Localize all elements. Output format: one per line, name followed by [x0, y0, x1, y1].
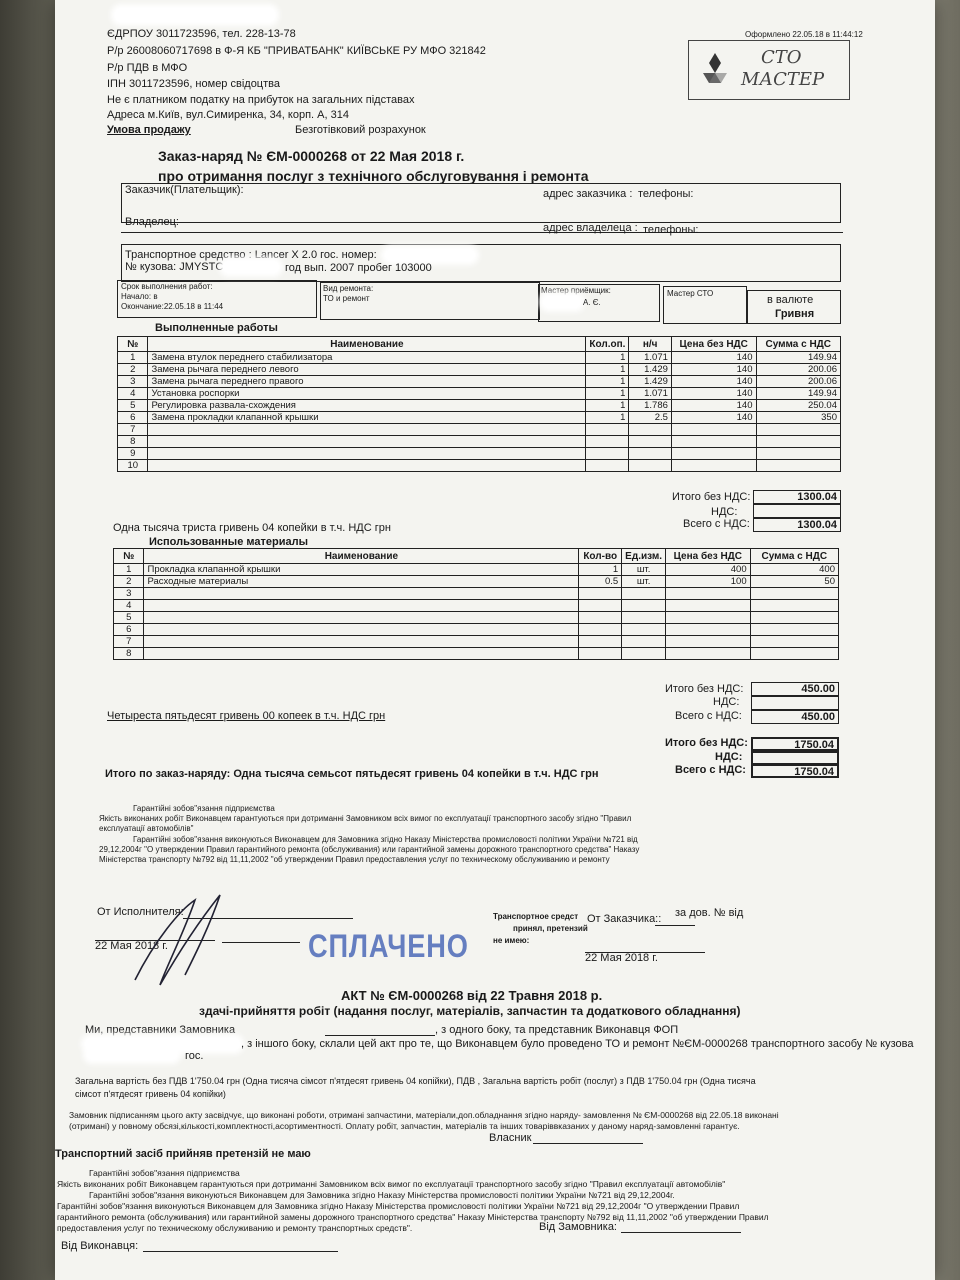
cell-price: 140	[671, 352, 756, 364]
col-unit: Ед.изм.	[622, 549, 666, 564]
act-paragraph: Ми, представники Замовника	[85, 1024, 236, 1036]
cell-qty	[586, 424, 629, 436]
cell-n: 2	[114, 576, 144, 588]
terms-label: Умова продажу	[107, 124, 191, 136]
cell-n: 6	[118, 412, 148, 424]
materials-title: Использованные материалы	[149, 536, 308, 548]
term-end: Окончание:22.05.18 в 11:44	[121, 302, 224, 311]
cell-name: Установка роспорки	[148, 388, 586, 400]
master-value: А. Є.	[583, 298, 601, 307]
cell-name	[144, 600, 579, 612]
grand-total-words: Итого по заказ-наряду: Одна тысяча семьсот пятьдесят гривень 04 копейки в т.ч. НДС грн	[105, 768, 599, 780]
col-sum: Сумма с НДС	[756, 337, 841, 352]
owner-signature-line	[533, 1143, 643, 1144]
cell-name	[144, 588, 579, 600]
cell-name: Замена втулок переднего стабилизатора	[148, 352, 586, 364]
table-row	[114, 648, 839, 660]
cell-price	[671, 424, 756, 436]
materials-total-no-vat-label: Итого без НДС:	[665, 683, 744, 695]
cell-price	[666, 588, 751, 600]
cell-name: Замена рычага переднего левого	[148, 364, 586, 376]
logo-text-master: МАСТЕР	[741, 69, 825, 90]
table-row	[118, 436, 841, 448]
col-qty: Кол.оп.	[586, 337, 629, 352]
table-row	[114, 636, 839, 648]
order-subtitle: про отримання послуг з технічного обслуговування і ремонта	[158, 168, 589, 184]
cell-name	[144, 648, 579, 660]
cell-sum	[750, 636, 838, 648]
executor-date: 22 Мая 2018 г.	[95, 940, 168, 952]
cell-n: 1	[118, 352, 148, 364]
repair-label: Вид ремонта:	[323, 284, 374, 293]
cell-sum	[750, 600, 838, 612]
cell-qty: 1	[586, 388, 629, 400]
term-label: Срок выполнения работ:	[121, 282, 213, 291]
cell-qty: 0.5	[579, 576, 622, 588]
cell-nh	[629, 436, 671, 448]
cell-name	[148, 436, 586, 448]
redacted-plate	[385, 249, 475, 261]
act-from-executor: Від Виконавця:	[61, 1240, 139, 1252]
signature-line	[655, 925, 695, 926]
cell-unit	[622, 612, 666, 624]
cell-n: 8	[114, 648, 144, 660]
act-total-line: сімсот п'ятдесят гривень 04 копійки)	[75, 1089, 226, 1099]
table-row	[114, 624, 839, 636]
act-warranty-line: Гарантійні зобов"язання виконуються Виконавцем для Замовника згідно Наказу Міністерства промисловості політики України №721 від 29,12,2004г.	[89, 1190, 675, 1200]
cell-n: 4	[114, 600, 144, 612]
works-vat	[753, 504, 841, 518]
act-title: АКТ № ЄМ-0000268 від 22 Травня 2018 р.	[341, 988, 603, 1003]
customer-signature-line	[621, 1232, 741, 1233]
warranty-line: 29,12,2004г "О утверждении Правил гарантийного ремонта (обслуживания) или гарантийной замены дорожного транспортного средства" Наказу	[99, 845, 640, 854]
act-warranty-line: Гарантійні зобов"язання виконуються Виконавцем для Замовника згідно Наказу Міністерства промисловості політики України №721 від 29,12,2004г "О утверждении Правил	[57, 1201, 740, 1211]
cell-unit	[622, 636, 666, 648]
table-row	[118, 460, 841, 472]
col-name: Наименование	[144, 549, 579, 564]
cell-sum	[756, 436, 841, 448]
order-title: Заказ-наряд № ЄМ-0000268 от 22 Мая 2018 г.	[158, 148, 465, 164]
cell-nh: 1.429	[629, 376, 671, 388]
grand-total-no-vat: 1750.04	[751, 737, 839, 751]
repair-value: ТО и ремонт	[323, 294, 370, 303]
cell-unit	[622, 624, 666, 636]
cell-qty	[579, 648, 622, 660]
grand-total-label: Всего с НДС:	[675, 764, 746, 776]
power-of-attorney: за дов. № від	[675, 907, 744, 919]
owner-label: Власник	[489, 1132, 532, 1144]
no-claims-statement: Транспортний засіб прийняв претензій не маю	[55, 1148, 311, 1160]
cell-sum: 149.94	[756, 352, 841, 364]
cell-name: Прокладка клапанной крышки	[144, 564, 579, 576]
cell-nh: 1.071	[629, 388, 671, 400]
redacted-name	[115, 8, 275, 22]
cell-sum	[756, 448, 841, 460]
works-total-label: Всего с НДС:	[683, 518, 750, 530]
works-total-words: Одна тысяча триста гривень 04 копейки в т.ч. НДС грн	[113, 522, 391, 534]
materials-table	[113, 548, 839, 660]
cell-price	[666, 648, 751, 660]
redacted-customer	[85, 1038, 240, 1050]
works-header-row	[118, 337, 841, 352]
act-plate-label: гос.	[185, 1050, 204, 1062]
redacted-vin	[223, 261, 279, 273]
materials-total: 450.00	[751, 710, 839, 724]
vehicle-year-mileage: год вып. 2007 пробег 103000	[285, 262, 432, 274]
executor-signature-icon	[125, 880, 235, 990]
cell-price	[671, 448, 756, 460]
works-total-no-vat-label: Итого без НДС:	[672, 491, 751, 503]
col-price: Цена без НДС	[671, 337, 756, 352]
cell-qty	[579, 600, 622, 612]
materials-total-label: Всего с НДС:	[675, 710, 742, 722]
act-paragraph: , з іншого боку, склали цей акт про те, що Виконавцем було проведено ТО и ремонт №ЄМ-0000268 транспортного засобу № кузова	[241, 1038, 914, 1050]
cell-n: 7	[114, 636, 144, 648]
works-total-no-vat: 1300.04	[753, 490, 841, 504]
act-warranty-line: Якість виконаних робіт Виконавцем гарантуються при дотриманні Замовником всіх вимог по експлуатації транспортного засобу згідно "Правил експлуатації автомобілів"	[57, 1179, 726, 1189]
col-qty: Кол-во	[579, 549, 622, 564]
table-row	[114, 600, 839, 612]
owner-phone-label: телефоны:	[643, 224, 699, 236]
grand-vat	[751, 751, 839, 765]
cell-price: 140	[671, 364, 756, 376]
cell-name	[148, 448, 586, 460]
cell-price: 140	[671, 388, 756, 400]
cell-sum: 200.06	[756, 376, 841, 388]
cell-sum	[750, 612, 838, 624]
sto-master-label: Мастер СТО	[667, 289, 714, 298]
cell-n: 4	[118, 388, 148, 400]
materials-total-words: Четыреста пятьдесят гривень 00 копеек в т.ч. НДС грн	[107, 710, 386, 722]
cell-qty	[579, 636, 622, 648]
table-row	[118, 376, 841, 388]
warranty-line: експлуатації автомобілів"	[99, 824, 194, 833]
owner-address-label: адрес владелеца :	[543, 222, 638, 234]
cell-sum	[750, 648, 838, 660]
cell-qty	[579, 624, 622, 636]
table-row	[114, 576, 839, 588]
mitsubishi-logo-icon	[695, 50, 735, 90]
cell-n: 2	[118, 364, 148, 376]
executor-signature-line	[143, 1251, 338, 1252]
cell-sum: 50	[750, 576, 838, 588]
cell-n: 5	[114, 612, 144, 624]
cell-unit	[622, 648, 666, 660]
warranty-line: Міністерства транспорту №792 від 11,11,2002 "об утверждении Правил предоставления услуг по техническому обслуживанию и ремонту	[99, 855, 610, 864]
works-title: Выполненные работы	[155, 322, 278, 334]
cell-sum	[750, 624, 838, 636]
divider	[121, 232, 843, 233]
cell-nh	[629, 424, 671, 436]
cell-n: 6	[114, 624, 144, 636]
grand-vat-label: НДС:	[715, 751, 743, 763]
act-warranty-title: Гарантійні зобов"язання підприємства	[89, 1168, 240, 1178]
materials-header-row	[114, 549, 839, 564]
cell-sum	[750, 588, 838, 600]
cell-price	[666, 612, 751, 624]
tax-status: Не є платником податку на прибуток на загальних підставах	[107, 94, 415, 106]
cell-qty	[586, 460, 629, 472]
works-table	[117, 336, 841, 472]
customer-address-label: адрес заказчика :	[543, 188, 633, 200]
act-subtitle: здачі-прийняття робіт (надання послуг, матеріалів, запчастин та додаткового обладнання)	[199, 1004, 741, 1018]
cell-qty: 1	[586, 400, 629, 412]
cell-unit	[622, 588, 666, 600]
cell-price	[671, 436, 756, 448]
cell-price	[671, 460, 756, 472]
cell-unit	[622, 600, 666, 612]
cell-n: 9	[118, 448, 148, 460]
cell-n: 7	[118, 424, 148, 436]
cell-sum: 250.04	[756, 400, 841, 412]
cell-n: 3	[118, 376, 148, 388]
cell-unit: шт.	[622, 576, 666, 588]
act-warranty-line: гарантийного ремонта (обслуживания) или гарантийной замены дорожного транспортного средства" Наказу Міністерства транспорту №792 від 11,11,2002 "об утверждении Правил	[57, 1212, 769, 1222]
redacted-master	[543, 296, 581, 308]
cell-price: 100	[666, 576, 751, 588]
cell-unit: шт.	[622, 564, 666, 576]
vehicle-claims-line3: не имею:	[493, 936, 530, 945]
cell-nh: 1.786	[629, 400, 671, 412]
table-row	[118, 448, 841, 460]
cell-qty	[579, 588, 622, 600]
vehicle-body-number: № кузова: JMYSTC	[125, 261, 224, 273]
cell-name: Регулировка развала-схождения	[148, 400, 586, 412]
cell-price: 400	[666, 564, 751, 576]
cell-nh: 1.071	[629, 352, 671, 364]
table-row	[114, 612, 839, 624]
address: Адреса м.Київ, вул.Симиренка, 34, корп. А, 314	[107, 109, 349, 121]
cell-n: 10	[118, 460, 148, 472]
cell-qty: 1	[586, 412, 629, 424]
cell-name: Замена прокладки клапанной крышки	[148, 412, 586, 424]
cell-sum: 149.94	[756, 388, 841, 400]
customer-phone-label: телефоны:	[638, 188, 694, 200]
table-row	[118, 388, 841, 400]
cell-price: 140	[671, 376, 756, 388]
materials-vat	[751, 696, 839, 710]
cell-sum: 200.06	[756, 364, 841, 376]
redacted-body-number	[87, 1050, 177, 1060]
edrpou: ЄДРПОУ 3011723596, тел. 228-13-78	[107, 28, 296, 40]
currency-label: в валюте	[767, 294, 814, 306]
cell-price	[666, 636, 751, 648]
cell-sum	[756, 460, 841, 472]
cell-sum: 400	[750, 564, 838, 576]
cell-name	[144, 612, 579, 624]
grand-total-no-vat-label: Итого без НДС:	[665, 737, 748, 749]
cell-n: 1	[114, 564, 144, 576]
ipn: ІПН 3011723596, номер свідоцтва	[107, 78, 280, 90]
cell-n: 5	[118, 400, 148, 412]
act-warranty-line: предоставления услуг по техническому обслуживанию и ремонту транспортных средств".	[57, 1223, 413, 1233]
cell-nh	[629, 448, 671, 460]
cell-qty: 1	[586, 352, 629, 364]
cell-n: 8	[118, 436, 148, 448]
cell-price	[666, 600, 751, 612]
fill-line	[325, 1035, 435, 1036]
cell-qty: 1	[586, 376, 629, 388]
cell-name	[148, 424, 586, 436]
cell-nh	[629, 460, 671, 472]
issued-date: Оформлено 22.05.18 в 11:44:12	[745, 30, 863, 39]
table-row	[114, 564, 839, 576]
vehicle-claims-line2: принял, претензий	[513, 924, 588, 933]
cell-name	[148, 460, 586, 472]
cell-n: 3	[114, 588, 144, 600]
works-total: 1300.04	[753, 518, 841, 532]
materials-total-no-vat: 450.00	[751, 682, 839, 696]
warranty-title: Гарантійні зобов"язання підприємства	[133, 804, 275, 813]
sto-master-logo	[688, 40, 850, 100]
vehicle-info: Транспортное средство : Lancer X 2.0 гос. номер:	[125, 249, 377, 261]
paid-stamp: СПЛАЧЕНО	[308, 928, 469, 964]
col-price: Цена без НДС	[666, 549, 751, 564]
cell-sum	[756, 424, 841, 436]
cell-price: 140	[671, 412, 756, 424]
cell-qty	[586, 436, 629, 448]
customer-label: Заказчик(Плательщик):	[125, 184, 244, 196]
act-total-line: Загальна вартість без ПДВ 1'750.04 грн (Одна тисяча сімсот п'ятдесят гривень 04 копійки), ПДВ , Загальна вартість робіт (послуг) з ПДВ 1'750.04 грн (Одна тисяча	[75, 1076, 756, 1086]
act-paragraph: , з одного боку, та представник Виконавця ФОП	[435, 1024, 679, 1036]
terms-value: Безготівковий розрахунок	[295, 124, 426, 136]
from-executor-label: От Исполнителя:	[97, 906, 184, 918]
term-start: Начало: в	[121, 292, 158, 301]
master-label: Мастер приёмщик:	[541, 286, 611, 295]
cell-qty: 1	[586, 364, 629, 376]
cell-name	[144, 624, 579, 636]
cell-nh: 1.429	[629, 364, 671, 376]
cell-name	[144, 636, 579, 648]
order-document	[55, 0, 935, 1280]
col-sum: Сумма с НДС	[750, 549, 838, 564]
table-row	[118, 424, 841, 436]
vat-account: Р/р ПДВ в МФО	[107, 62, 188, 74]
col-norm-hours: н/ч	[629, 337, 671, 352]
cell-name: Замена рычага переднего правого	[148, 376, 586, 388]
act-from-customer: Від Замовника:	[539, 1221, 617, 1233]
col-name: Наименование	[148, 337, 586, 352]
col-number: №	[114, 549, 144, 564]
customer-date: 22 Мая 2018 г.	[585, 952, 658, 964]
cell-nh: 2.5	[629, 412, 671, 424]
table-row	[118, 400, 841, 412]
warranty-line: Гарантійні зобов"язання виконуються Виконавцем для Замовника згідно Наказу Міністерства промисловості політики України №721 від	[133, 835, 638, 844]
warranty-line: Якість виконаних робіт Виконавцем гарантуються при дотриманні Замовником всіх вимог по експлуатації транспортного засобу згідно "Правил	[99, 814, 632, 823]
table-row	[114, 588, 839, 600]
table-row	[118, 352, 841, 364]
cell-price	[666, 624, 751, 636]
bank-account: Р/р 26008060717698 в Ф-Я КБ "ПРИВАТБАНК" КИЇВСЬКЕ РУ МФО 321842	[107, 45, 486, 57]
cell-qty	[579, 612, 622, 624]
table-row	[118, 364, 841, 376]
table-row	[118, 412, 841, 424]
logo-text-sto: СТО	[761, 47, 802, 68]
col-number: №	[118, 337, 148, 352]
cell-sum: 350	[756, 412, 841, 424]
vehicle-claims-line1: Транспортное средст	[493, 912, 579, 921]
materials-vat-label: НДС:	[713, 696, 740, 708]
currency-value: Гривня	[775, 308, 815, 320]
grand-total: 1750.04	[751, 764, 839, 778]
cell-qty	[586, 448, 629, 460]
act-confirmation-line: Замовник підписанням цього акту засвідчує, що виконані роботи, отримані запчастини, матеріали,доп.обладнання згідно наряду- замовлення № ЄМ-0000268 від 22.05.18 виконані	[69, 1110, 779, 1120]
cell-price: 140	[671, 400, 756, 412]
works-vat-label: НДС:	[711, 506, 738, 518]
from-customer-label: От Заказчика::	[587, 913, 662, 925]
cell-qty: 1	[579, 564, 622, 576]
act-confirmation-line: (отримані) у повному обсязі,кількості,комплектності,асортиментності. Оплату робіт, запчастин, матеріалів та інших товаріввказаних у даному наряд-замовленні гарантує.	[69, 1121, 740, 1131]
cell-name: Расходные материалы	[144, 576, 579, 588]
owner-label: Владелец:	[125, 216, 179, 228]
